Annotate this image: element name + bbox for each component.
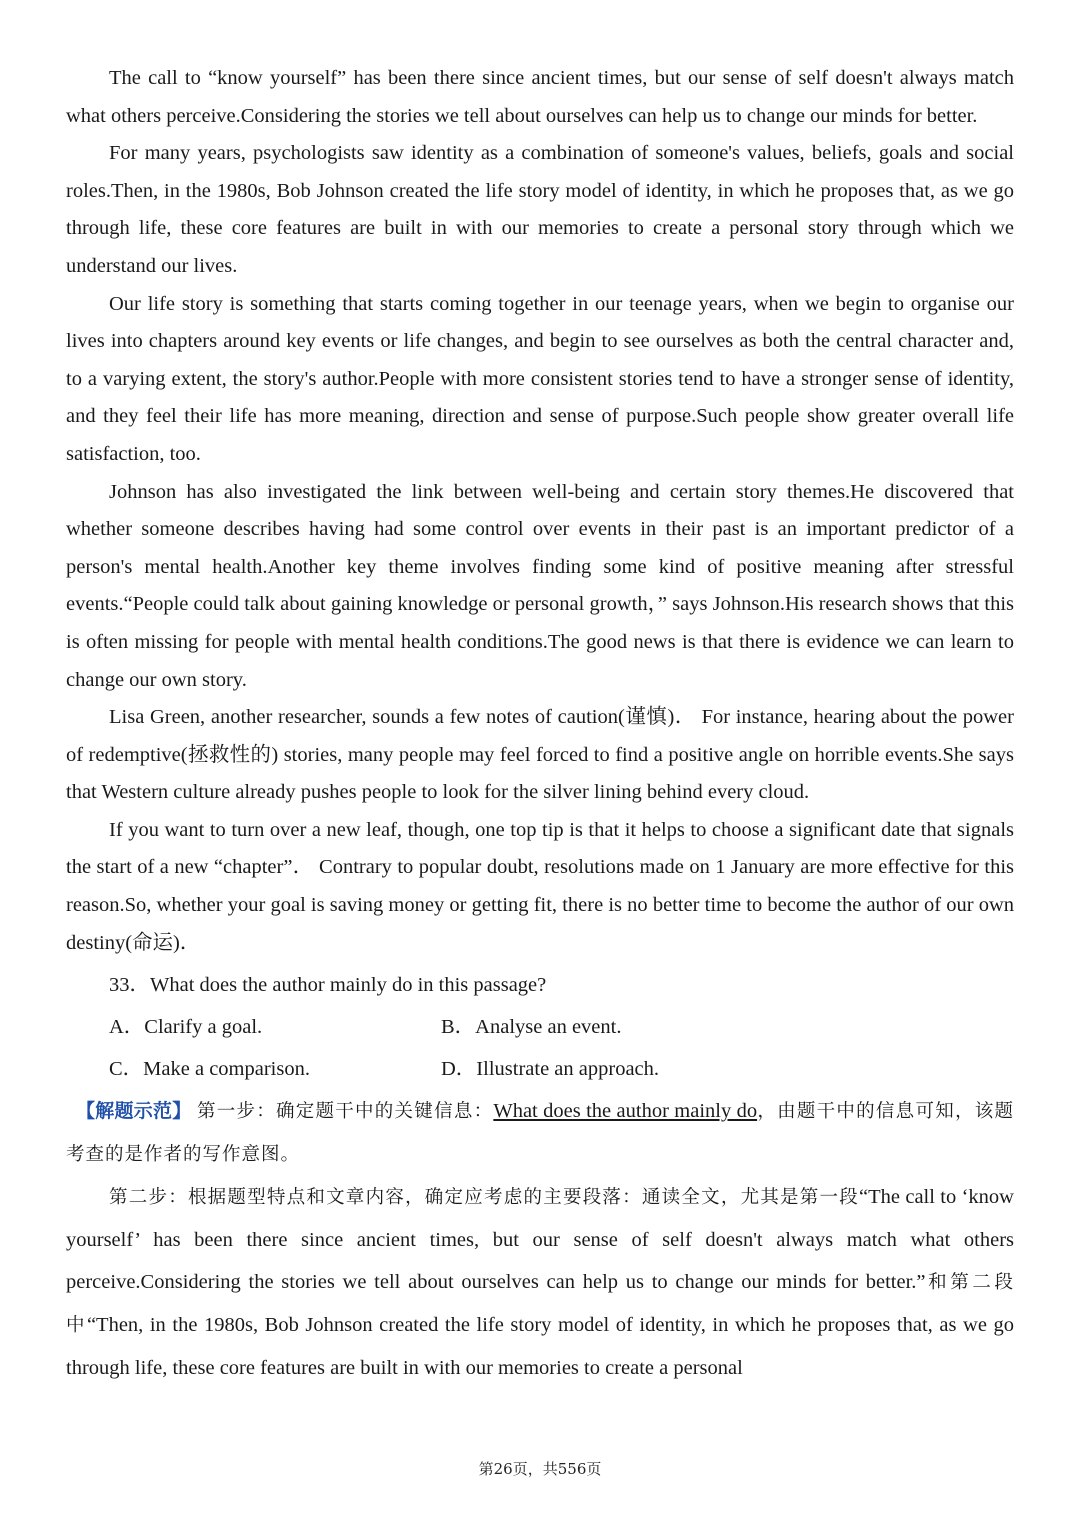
option-d: D．Illustrate an approach. [441, 1058, 660, 1081]
step2-quote-2: “Then, in the 1980s, Bob Johnson created the life story model of identity, in which he proposes that, as we go through life, these core features are built in with our memories to create a personal [66, 1314, 1014, 1380]
step2-prefix: 第二步：根据题型特点和文章内容，确定应考虑的主要段落：通读全文，尤其是第一段 [109, 1187, 860, 1209]
passage-paragraph-6: If you want to turn over a new leaf, though, one top tip is that it helps to choose a significant date that signals the start of a new “chapter”． Contrary to popular doubt, resolutions made on 1 January are more effective for this reason.So, whether your goal is saving money or getting fit, there is no better time to become the author of our own destiny(命运)． [66, 818, 1014, 954]
analysis-tag: 【解题示范】 [76, 1100, 192, 1123]
analysis-step-2 [66, 1176, 1014, 1389]
step1-key: What does the author mainly do [493, 1100, 758, 1123]
question-stem: 33．What does the author mainly do in this passage? [109, 974, 547, 997]
passage-paragraph-1: The call to “know yourself” has been there since ancient times, but our sense of self doesn't always match what others perceive.Considering the stories we tell about ourselves can help us to change our minds for better. [66, 67, 1014, 127]
step2-mid: 和第二段中 [66, 1272, 1014, 1337]
option-b: B．Analyse an event. [441, 1016, 622, 1039]
option-c: C．Make a comparison. [109, 1058, 310, 1081]
passage-paragraph-3: Our life story is something that starts coming together in our teenage years, when we begin to organise our lives into chapters around key events or life changes, and begin to see ourselves as both the central character and, to a varying extent, the story's author.People with more consistent stories tend to have a stronger sense of identity, and they feel their life has more meaning, direction and sense of purpose.Such people show greater overall life satisfaction, too. [66, 292, 1014, 465]
passage-paragraph-2: For many years, psychologists saw identity as a combination of someone's values, beliefs, goals and social roles.Then, in the 1980s, Bob Johnson created the life story model of identity, in which he proposes that, as we go through life, these core features are built in with our memories to create a personal story through which we understand our lives. [66, 142, 1014, 277]
options-row-2 [66, 1048, 1014, 1090]
options-row-1 [66, 1006, 1014, 1048]
option-a: A．Clarify a goal. [109, 1016, 263, 1039]
step2-quote-1: “The call to ‘know yourself’ has been there since ancient times, but our sense of self doesn't always match what others perceive.Considering the stories we tell about ourselves can help us to change our minds for better.” [66, 1186, 1014, 1294]
passage-paragraph-5: Lisa Green, another researcher, sounds a few notes of caution(谨慎)． For instance, hearing about the power of redemptive(拯救性的) stories, many people may feel forced to find a positive angle on horrible events.She says that Western culture already pushes people to look for the silver lining behind every cloud. [66, 706, 1014, 804]
document-page [66, 60, 1014, 1389]
step1-prefix: 第一步：确定题干中的关键信息： [196, 1101, 494, 1123]
page-footer: 第26页，共556页 [478, 1460, 602, 1478]
analysis-step-1 [66, 1090, 1014, 1176]
step1-suffix: ，由题干中的信息可知，该题考查的是作者的写作意图。 [66, 1101, 1014, 1166]
passage-paragraph-4: Johnson has also investigated the link between well-being and certain story themes.He discovered that whether someone describes having had some control over events in their past is an important predictor of a person's mental health.Another key theme involves finding some kind of positive meaning after stressful events.“People could talk about gaining knowledge or personal growth，” says Johnson.His research shows that this is often missing for people with mental health conditions.The good news is that there is evidence we can learn to change our own story. [66, 480, 1014, 691]
